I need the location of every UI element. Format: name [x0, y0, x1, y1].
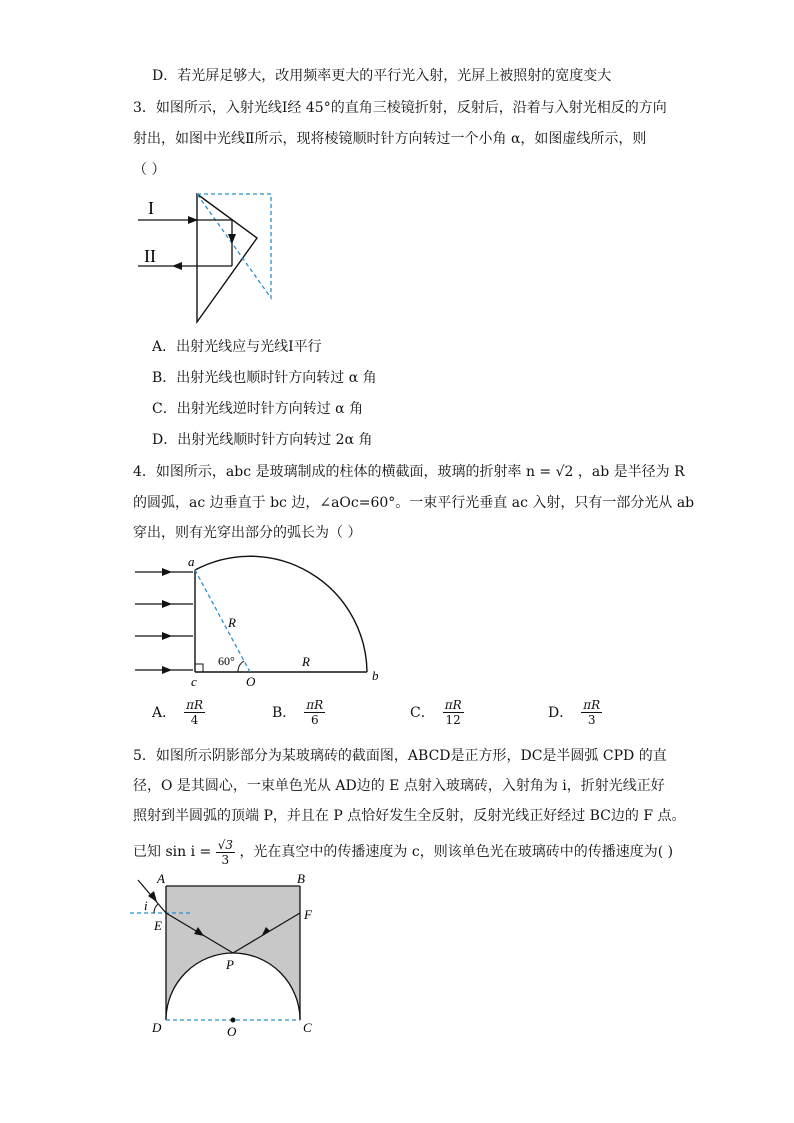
q4-option-d: [548, 698, 602, 727]
q3-stem-line3: （ ）: [133, 162, 166, 178]
q4-stem-line3: 穿出，则有光穿出部分的弧长为（ ）: [133, 525, 362, 541]
q4-label-angle: 60°: [218, 654, 235, 668]
q2-option-d: D．若光屏足够大，改用频率更大的平行光入射，光屏上被照射的宽度变大: [152, 68, 612, 84]
q5-label-p: P: [226, 957, 234, 972]
q4-option-a: [152, 698, 205, 727]
q4-option-c: [410, 698, 464, 727]
q4-label-o: O: [246, 674, 256, 687]
q5-label-b: B: [297, 871, 305, 886]
q3-option-c: C．出射光线逆时针方向转过 α 角: [152, 401, 364, 417]
q3-option-d: D．出射光线顺时针方向转过 2α 角: [152, 432, 373, 448]
q5-label-o: O: [227, 1024, 237, 1039]
q5-label-d: D: [152, 1020, 162, 1035]
q3-option-a: A．出射光线应与光线Ⅰ平行: [152, 339, 322, 355]
q4-stem-line2: 的圆弧，ac 边垂直于 bc 边，∠aOc=60°。一束平行光垂直 ac 入射，只有一部分光从 ab: [133, 495, 695, 511]
q4-option-a-num: πR: [186, 698, 204, 712]
q5-sini-den: 3: [221, 852, 230, 867]
q5-stem-line3: 照射到半圆弧的顶端 P，并且在 P 点恰好发生全反射，反射光线正好经过 BC边的 F 点。: [133, 808, 686, 824]
q4-option-b-num: πR: [306, 698, 324, 712]
q5-label-f: F: [304, 907, 312, 922]
q4-option-d-den: 3: [587, 713, 596, 727]
q3-stem-line2: 射出，如图中光线Ⅱ所示，现将棱镜顺时针方向转过一个小角 α，如图虚线所示，则: [133, 131, 647, 147]
q5-stem-line1: 5．如图所示阴影部分为某玻璃砖的截面图，ABCD是正方形，DC是半圆弧 CPD 的直: [133, 748, 667, 764]
q4-glass-figure: [130, 552, 390, 687]
q5-label-c: C: [303, 1020, 312, 1035]
q5-stem-line4-rest: ，光在真空中的传播速度为 c，则该单色光在玻璃砖中的传播速度为( ): [239, 844, 674, 860]
q4-option-b-den: 6: [310, 713, 319, 727]
q5-label-a: A: [157, 871, 165, 886]
q4-label-r-radius: R: [228, 615, 236, 630]
q4-option-b-label: B．: [272, 704, 297, 721]
q5-label-e: E: [154, 918, 162, 933]
q5-glass-brick-figure: [130, 866, 330, 1042]
q5-stem-line2: 径，O 是其圆心，一束单色光从 AD边的 E 点射入玻璃砖，入射角为 i，折射光线正好: [133, 778, 665, 794]
q3-label-ray-ii: II: [144, 246, 156, 266]
q4-option-d-num: πR: [583, 698, 601, 712]
q5-sini-label: 已知 sin i =: [133, 844, 212, 860]
q5-sini-num: √3: [217, 837, 233, 852]
q3-stem-line1: 3．如图所示，入射光线Ⅰ经 45°的直角三棱镜折射，反射后，沿着与入射光相反的方向: [133, 100, 667, 116]
q4-label-r-base: R: [302, 654, 310, 669]
q5-stem-line4: [133, 834, 673, 870]
q4-option-a-label: A．: [152, 704, 177, 721]
q3-prism-figure: [130, 186, 290, 326]
q4-option-d-label: D．: [548, 704, 574, 721]
q4-label-c: c: [191, 674, 197, 687]
q4-option-c-num: πR: [444, 698, 462, 712]
q3-label-ray-i: I: [148, 198, 154, 218]
q4-option-a-den: 4: [190, 713, 199, 727]
q4-option-b: [272, 698, 325, 727]
q4-stem-line1: 4．如图所示，abc 是玻璃制成的柱体的横截面，玻璃的折射率 n = √2 ，ab 是半径为 R: [133, 464, 685, 480]
q4-option-c-label: C．: [410, 704, 435, 721]
q4-label-a: a: [188, 554, 195, 569]
q5-label-i: i: [144, 898, 148, 913]
q4-option-c-den: 12: [445, 713, 461, 727]
q4-label-b: b: [372, 668, 379, 683]
q3-option-b: B．出射光线也顺时针方向转过 α 角: [152, 370, 377, 386]
